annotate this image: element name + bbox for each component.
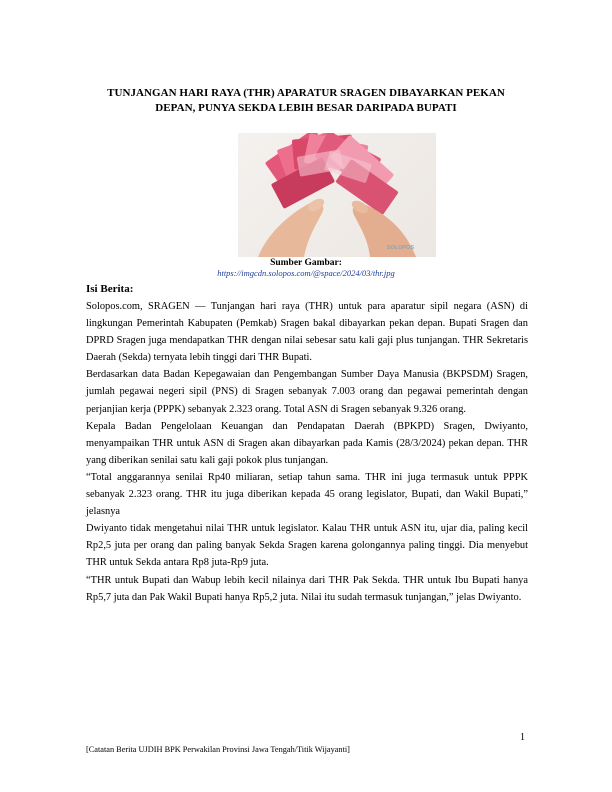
section-label: Isi Berita:	[86, 283, 134, 295]
money-in-hands-illustration	[238, 133, 436, 257]
banknotes	[265, 133, 399, 215]
page-number: 1	[520, 732, 525, 743]
paragraph: “Total anggarannya senilai Rp40 miliaran, setiap tahun sama. THR ini juga termasuk untuk PPPK sebanyak 2.323 orang. THR itu juga diberikan kepada 45 orang legislator, Bupati, dan Wakil Bupati,” jelasnya	[86, 471, 528, 518]
image-source-url[interactable]: https://imgcdn.solopos.com/@space/2024/03/thr.jpg	[217, 268, 395, 278]
paragraph: Berdasarkan data Badan Kepegawaian dan Pengembangan Sumber Daya Manusia (BKPSDM) Sragen, jumlah pegawai negeri sipil (PNS) di Sragen sebanyak 7.003 orang dan pegawai pemerintah dengan perjanjian kerja (PPPK) sebanyak 2.323 orang. Total ASN di Sragen sebanyak 9.326 orang.	[86, 369, 528, 415]
article-title-line-1: TUNJANGAN HARI RAYA (THR) APARATUR SRAGEN DIBAYARKAN PEKAN	[107, 87, 505, 99]
footer-note: [Catatan Berita UJDIH BPK Perwakilan Provinsi Jawa Tengah/Titik Wijayanti]	[86, 745, 350, 754]
article-photo	[238, 133, 436, 257]
paragraph: Kepala Badan Pengelolaan Keuangan dan Pendapatan Daerah (BPKPD) Sragen, Dwiyanto, menyampaikan THR untuk ASN di Sragen akan dibayarkan pada Kamis (28/3/2024) pekan depan. THR yang diberikan senilai satu kali gaji pokok plus tunjangan.	[86, 420, 528, 466]
article-body	[86, 298, 528, 606]
watermark-text: SOLOPOS	[386, 245, 414, 251]
article-title-line-2: DEPAN, PUNYA SEKDA LEBIH BESAR DARIPADA BUPATI	[155, 102, 457, 114]
image-source-label: Sumber Gambar:	[270, 258, 342, 268]
article-title	[80, 86, 532, 116]
paragraph: “THR untuk Bupati dan Wabup lebih kecil nilainya dari THR Pak Sekda. THR untuk Ibu Bupati hanya Rp5,7 juta dan Pak Wakil Bupati hanya Rp5,2 juta. Nilai itu sudah termasuk tunjangan,” jelas Dwiyanto.	[86, 574, 528, 603]
paragraph: Dwiyanto tidak mengetahui nilai THR untuk legislator. Kalau THR untuk ASN itu, ujar dia, paling kecil Rp2,5 juta per orang dan paling banyak Sekda Sragen karena golongannya paling tinggi. Dia menyebut THR untuk Sekda antara Rp8 juta-Rp9 juta.	[86, 523, 528, 569]
paragraph: Solopos.com, SRAGEN — Tunjangan hari raya (THR) untuk para aparatur sipil negara (ASN) di lingkungan Pemerintah Kabupaten (Pemkab) Sragen bakal dibayarkan pekan depan. Bupati Sragen dan DPRD Sragen juga mendapatkan THR dengan nilai sebesar satu kali gaji plus tunjangan. THR Sekretaris Daerah (Sekda) ternyata lebih tinggi dari THR Bupati.	[86, 301, 528, 364]
